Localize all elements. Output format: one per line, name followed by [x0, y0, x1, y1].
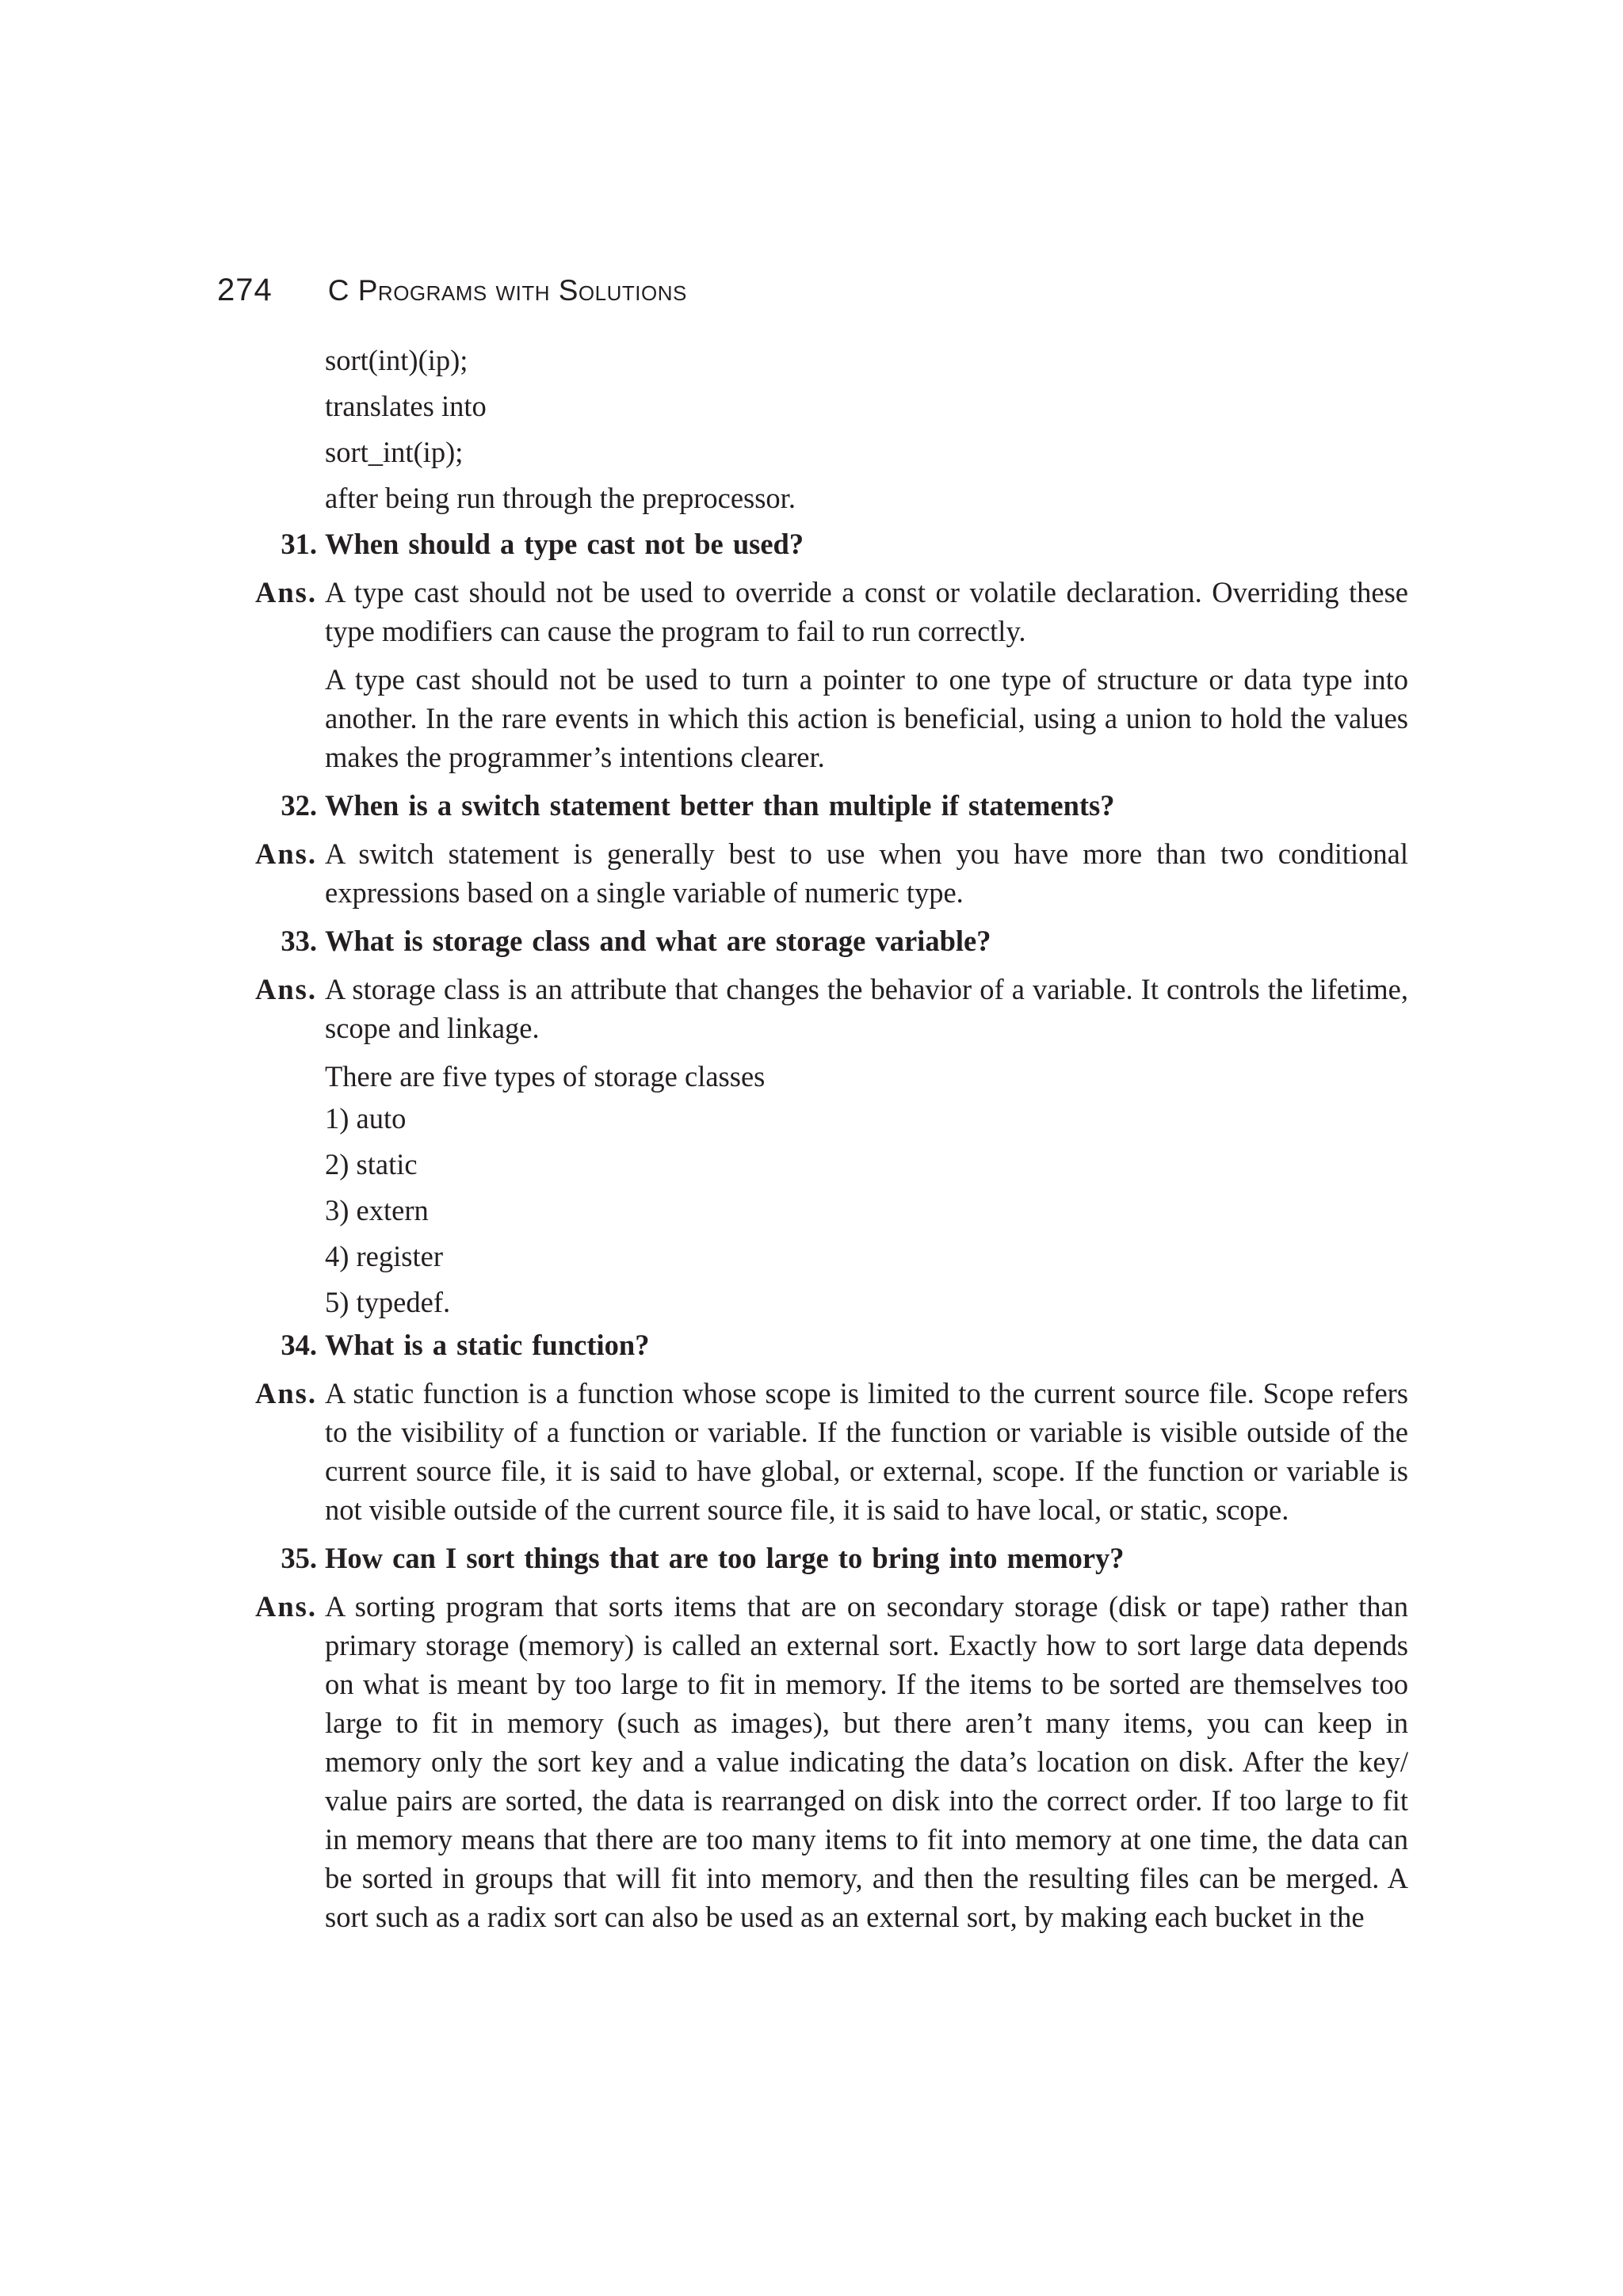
answer-label: Ans.: [255, 1590, 317, 1623]
list-item: 3) extern: [325, 1194, 429, 1226]
list-item: 5) typedef.: [325, 1286, 451, 1318]
question-number: 35.: [281, 1542, 317, 1574]
answer-31: [238, 573, 1408, 650]
question-31: [238, 524, 1408, 563]
answer-label: Ans.: [255, 837, 317, 870]
question-text: When is a switch statement better than multiple if statements?: [325, 789, 1115, 822]
answer-paragraph: A storage class is an attribute that changes the behavior of a variable. It controls the lifetime, scope and linkage.: [325, 973, 1408, 1044]
page-header: [217, 273, 687, 308]
answer-34: [238, 1374, 1408, 1529]
list-item: 1) auto: [325, 1102, 407, 1135]
question-number: 32.: [281, 789, 317, 822]
answer-paragraph: A switch statement is generally best to use when you have more than two conditional expressions based on a single variable of numeric type.: [325, 837, 1408, 909]
question-number: 34.: [281, 1329, 317, 1361]
list-intro: There are five types of storage classes: [325, 1060, 766, 1093]
answer-label: Ans.: [255, 973, 317, 1005]
question-text: What is storage class and what are storage variable?: [325, 925, 991, 957]
answer-paragraph: A type cast should not be used to override a const or volatile declaration. Overriding these type modifiers can cause the program to fail to run correctly.: [325, 576, 1408, 647]
question-text: When should a type cast not be used?: [325, 528, 804, 560]
question-34: [238, 1325, 1408, 1364]
question-text: How can I sort things that are too large to bring into memory?: [325, 1542, 1125, 1574]
page-body: [238, 341, 1408, 1936]
question-35: [238, 1539, 1408, 1577]
answer-33: [238, 970, 1408, 1047]
answer-paragraph: A sorting program that sorts items that are on secondary storage (disk or tape) rather than primary storage (memory) is called an external sort. Exactly how to sort large data depends on what is meant by too large to fit in memory. If the items to be sorted are themselves too large to fit in memory (such as images), but there aren’t many items, you can keep in memory only the sort key and a value indicating the data’s location on disk. After the key/ value pairs are sorted, the data is rearranged on disk into the correct order. If too large to fit in memory means that there are too many items to fit into memory at one time, the data can be sorted in groups that will fit into memory, and then the resulting files can be merged. A sort such as a radix sort can also be used as an external sort, by making each bucket in the: [325, 1590, 1408, 1933]
list-item: 4) register: [325, 1240, 443, 1272]
answer-35: [238, 1587, 1408, 1936]
answer-paragraph: A static function is a function whose scope is limited to the current source file. Scope refers to the visibility of a function or variable. If the function or variable is visible outside of the current source file, it is said to have global, or external, scope. If the function or variable is not visible outside of the current source file, it is said to have local, or static, scope.: [325, 1377, 1408, 1526]
answer-label: Ans.: [255, 1377, 317, 1409]
answer-32: [238, 834, 1408, 912]
running-title: C Programs with Solutions: [327, 274, 687, 307]
answer-paragraph: A type cast should not be used to turn a pointer to one type of structure or data type into another. In the rare events in which this action is beneficial, using a union to hold the values makes the programmer’s intentions clearer.: [325, 663, 1408, 773]
answer-label: Ans.: [255, 576, 317, 608]
list-item: 2) static: [325, 1148, 418, 1180]
question-text: What is a static function?: [325, 1329, 650, 1361]
page-number: 274: [217, 273, 273, 307]
question-number: 31.: [281, 528, 317, 560]
code-line: sort(int)(ip);: [325, 344, 468, 376]
text-line: translates into: [325, 390, 487, 422]
question-number: 33.: [281, 925, 317, 957]
text-line: after being run through the preprocessor.: [325, 482, 796, 514]
question-32: [238, 786, 1408, 825]
code-line: sort_int(ip);: [325, 436, 464, 468]
question-33: [238, 921, 1408, 960]
